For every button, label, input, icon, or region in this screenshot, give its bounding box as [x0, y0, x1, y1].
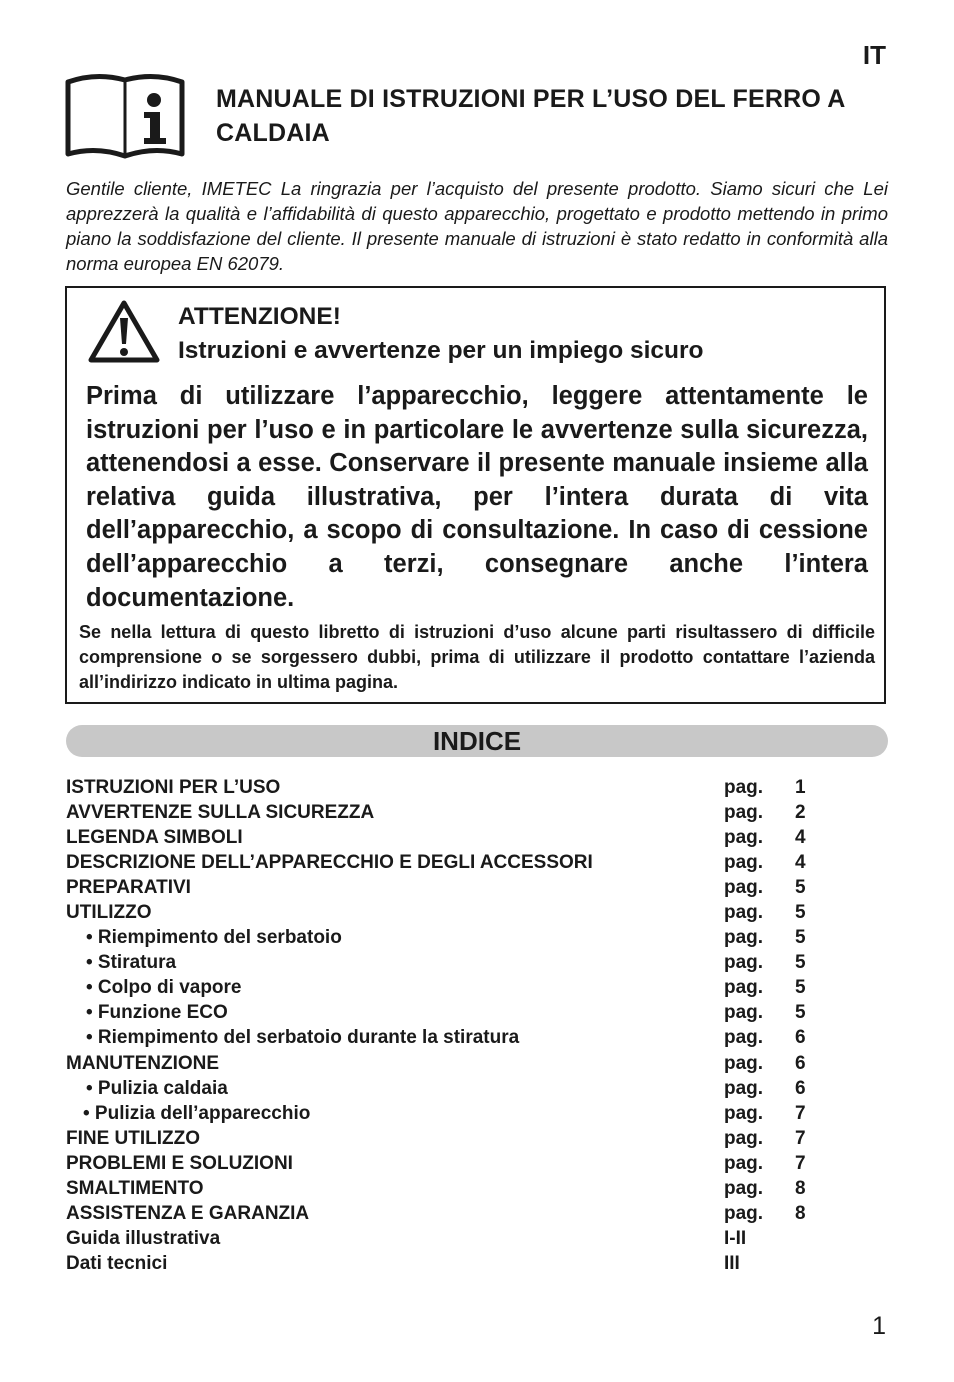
toc-entry-pag: pag. [724, 952, 764, 974]
toc-entry-label: • Stiratura [86, 952, 177, 974]
toc-entry-label: PROBLEMI E SOLUZIONI [66, 1152, 293, 1174]
warning-heading: ATTENZIONE! [178, 303, 341, 330]
toc-entry-pag: pag. [724, 877, 764, 899]
toc-entry [66, 1051, 888, 1076]
toc-entry-pag: pag. [724, 1127, 764, 1149]
toc-entry-label: • Pulizia caldaia [86, 1077, 228, 1099]
toc-entry-pag: pag. [724, 1202, 764, 1224]
toc-entry [66, 1151, 888, 1176]
toc-entry-label: ASSISTENZA E GARANZIA [66, 1202, 310, 1224]
page-number: 1 [872, 1312, 886, 1340]
toc-entry-label: Guida illustrativa [66, 1227, 221, 1249]
toc-entry-pag: pag. [724, 1027, 764, 1049]
toc-entry-page: 7 [795, 1152, 806, 1174]
toc-entry-pag: pag. [724, 852, 764, 874]
toc-entry [66, 1226, 888, 1251]
warning-body: Prima di utilizzare l’apparecchio, leggere attentamente le istruzioni per l’uso e in particolare le avvertenze sulla sicurezza, attenendosi a esse. Conservare il presente manuale insieme alla relativa guida illustrativa, per l’intera durata di vita dell’apparecchio, a scopo di consultazione. In caso di cessione dell’apparecchio a terzi, consegnare anche l’intera documentazione. [86, 382, 868, 612]
toc-entry-page: 5 [795, 927, 806, 949]
toc-entry-label: • Pulizia dell’apparecchio [83, 1102, 311, 1124]
warning-box [65, 286, 886, 704]
toc-entry-pag: pag. [724, 1177, 764, 1199]
warning-subheading: Istruzioni e avvertenze per un impiego sicuro [178, 337, 704, 364]
intro-paragraph: Gentile cliente, IMETEC La ringrazia per l’acquisto del presente prodotto. Siamo sicuri che Lei apprezzerà la qualità e l’affidabilità di questo apparecchio, progettato e prodotto mettendo in primo piano la soddisfazione del cliente. Il presente manuale di istruzioni è stato redatto in conformità alla norma europea EN 62079. [66, 178, 888, 274]
toc-entry [66, 950, 888, 975]
toc-entry-label: DESCRIZIONE DELL’APPARECCHIO E DEGLI ACCESSORI [66, 852, 593, 874]
toc-entry [66, 1101, 888, 1126]
document-title: MANUALE DI ISTRUZIONI PER L’USO DEL FERRO A CALDAIA [216, 85, 845, 147]
toc-entry-page: 7 [795, 1102, 806, 1124]
toc-entry-page: 5 [795, 952, 806, 974]
toc-entry-pag: pag. [724, 1002, 764, 1024]
toc-entry-label: SMALTIMENTO [66, 1177, 204, 1199]
toc-entry-page: 2 [795, 802, 806, 824]
toc-entry-label: • Riempimento del serbatoio [86, 927, 342, 949]
table-of-contents [66, 775, 888, 1276]
toc-entry [66, 1251, 888, 1276]
toc-entry-label: MANUTENZIONE [66, 1052, 220, 1074]
toc-entry-label: LEGENDA SIMBOLI [66, 827, 243, 849]
toc-entry-pag: III [724, 1252, 740, 1274]
toc-entry-page: 5 [795, 1002, 806, 1024]
toc-entry-pag: pag. [724, 827, 764, 849]
toc-entry-label: FINE UTILIZZO [66, 1127, 201, 1149]
toc-entry-label: ISTRUZIONI PER L’USO [66, 777, 281, 798]
toc-entry-pag: pag. [724, 802, 764, 824]
toc-entry-pag: pag. [724, 902, 764, 924]
toc-entry-page: 7 [795, 1127, 806, 1149]
toc-entry-page: 4 [795, 827, 806, 849]
toc-entry-page: 5 [795, 877, 806, 899]
toc-entry-pag: pag. [724, 1052, 764, 1074]
toc-entry-label: UTILIZZO [66, 902, 152, 924]
toc-entry [66, 800, 888, 825]
toc-entry-label: • Funzione ECO [86, 1002, 228, 1024]
toc-entry [66, 900, 888, 925]
toc-entry-page: 5 [795, 902, 806, 924]
toc-entry-page: 8 [795, 1177, 806, 1199]
toc-entry [66, 1000, 888, 1025]
toc-entry-page: 6 [795, 1077, 806, 1099]
toc-entry-page: 8 [795, 1202, 806, 1224]
toc-entry-page: 6 [795, 1052, 806, 1074]
toc-entry [66, 775, 888, 800]
toc-entry-label: PREPARATIVI [66, 877, 191, 899]
toc-entry-pag: pag. [724, 1077, 764, 1099]
toc-entry [66, 825, 888, 850]
toc-entry-pag: pag. [724, 927, 764, 949]
toc-entry-label: • Colpo di vapore [86, 977, 242, 999]
toc-entry-label: AVVERTENZE SULLA SICUREZZA [66, 802, 375, 824]
toc-entry-page: 5 [795, 977, 806, 999]
toc-entry-page: 4 [795, 852, 806, 874]
language-code: IT [862, 40, 886, 70]
toc-entry [66, 1176, 888, 1201]
toc-entry [66, 1025, 888, 1050]
toc-entry [66, 925, 888, 950]
toc-entry [66, 850, 888, 875]
toc-entry-pag: pag. [724, 977, 764, 999]
warning-heading-block [178, 300, 868, 368]
warning-triangle-icon [87, 298, 161, 364]
toc-entry-label: • Riempimento del serbatoio durante la stiratura [86, 1027, 520, 1049]
toc-entry [66, 1076, 888, 1101]
toc-entry-page: 6 [795, 1027, 806, 1049]
toc-entry-pag: I-II [724, 1227, 747, 1249]
manual-info-icon [64, 70, 186, 160]
toc-entry [66, 1126, 888, 1151]
toc-entry-pag: pag. [724, 1152, 764, 1174]
toc-entry-pag: pag. [724, 777, 764, 798]
toc-entry-label: Dati tecnici [66, 1252, 168, 1274]
toc-entry-page: 1 [795, 777, 806, 798]
index-title: INDICE [66, 725, 888, 757]
toc-entry [66, 975, 888, 1000]
toc-entry-pag: pag. [724, 1102, 764, 1124]
warning-note: Se nella lettura di questo libretto di istruzioni d’uso alcune parti risultassero di difficile comprensione o se sorgessero dubbi, prima di utilizzare il prodotto contattare l’azienda all’indirizzo indicato in ultima pagina. [79, 622, 875, 692]
toc-entry [66, 1201, 888, 1226]
toc-entry [66, 875, 888, 900]
